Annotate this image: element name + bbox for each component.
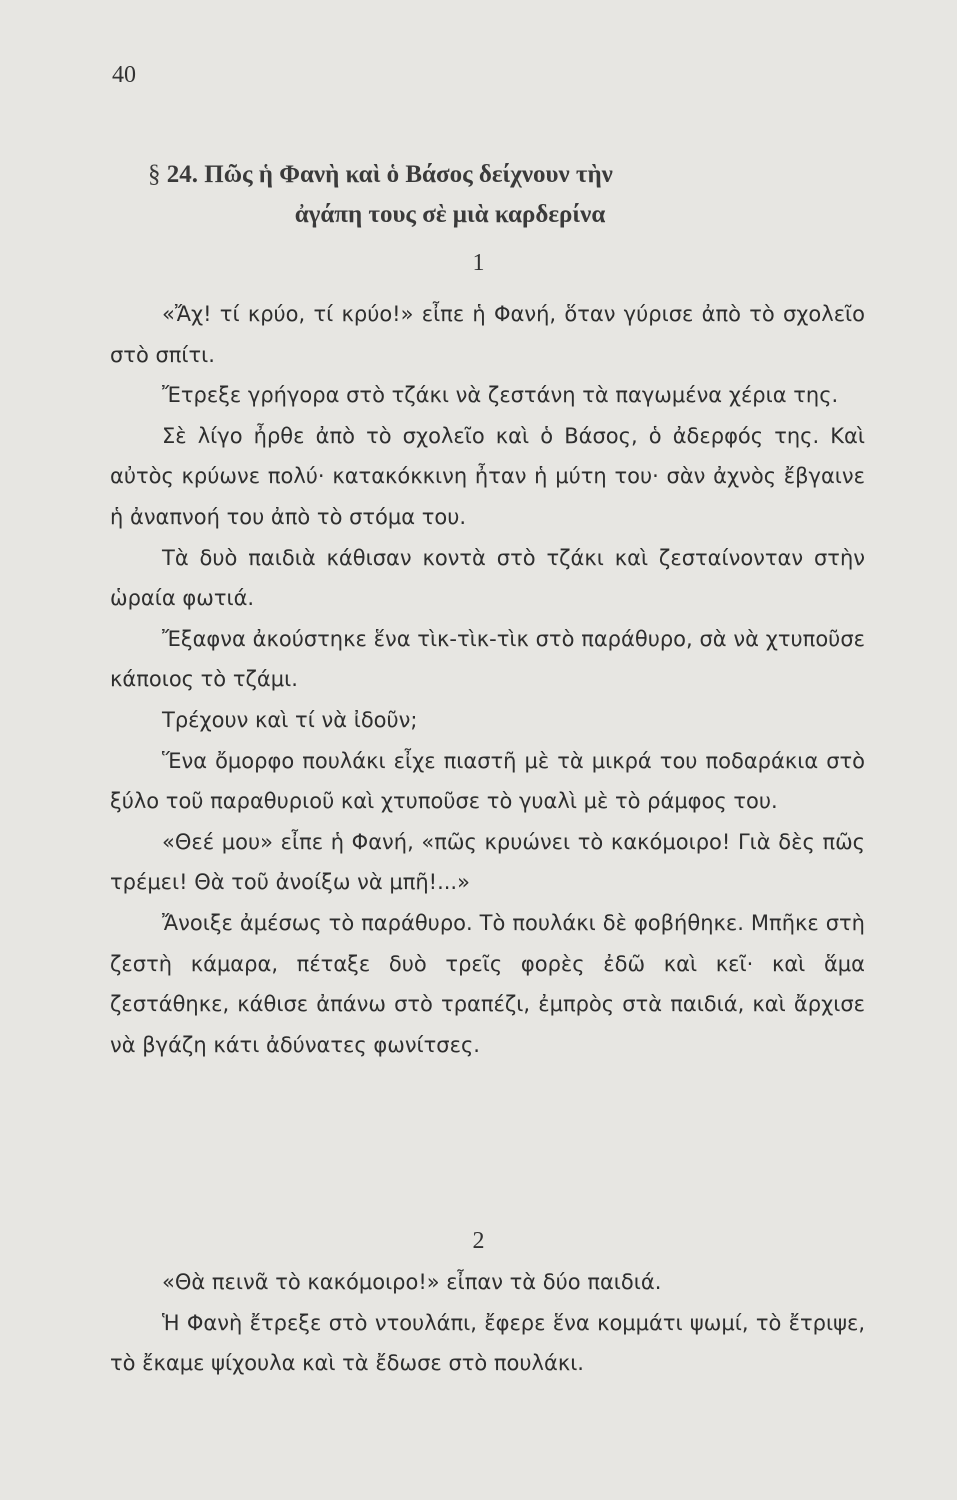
chapter-heading <box>110 155 880 235</box>
section-number-2: 2 <box>472 1228 485 1254</box>
paragraph: Ἄνοιξε ἀμέσως τὸ παράθυρο. Τὸ πουλάκι δὲ φοβήθηκε. Μπῆκε στὴ ζεστὴ κάμαρα, πέταξε δυὸ τρεῖς φορὲς ἐδῶ καὶ κεῖ· καὶ ἅμα ζεστάθηκε, κάθισε ἀπάνω στὸ τραπέζι, ἐμπρὸς στὰ παιδιά, καὶ ἄρχισε νὰ βγάζη κάτι ἀδύνατες φωνίτσες. <box>110 910 865 1057</box>
paragraph: Τὰ δυὸ παιδιὰ κάθισαν κοντὰ στὸ τζάκι καὶ ζεσταίνονταν στὴν ὡραία φωτιά. <box>110 545 865 611</box>
paragraph: «Θεέ μου» εἶπε ἡ Φανή, «πῶς κρυώνει τὸ κακόμοιρο! Γιὰ δὲς πῶς τρέμει! Θὰ τοῦ ἀνοίξω νὰ μπῆ!...» <box>110 829 865 895</box>
paragraph: Σὲ λίγο ἦρθε ἀπὸ τὸ σχολεῖο καὶ ὁ Βάσος, ὁ ἀδερφός της. Καὶ αὐτὸς κρύωνε πολύ· κατακόκκινη ἦταν ἡ μύτη του· σὰν ἀχνὸς ἔβγαινε ἡ ἀναπνοή του ἀπὸ τὸ στόμα του. <box>110 423 865 529</box>
section-2-body <box>110 1262 865 1384</box>
heading-text-1: 24. Πῶς ἡ Φανὴ καὶ ὁ Βάσος δείχνουν τὴν <box>166 161 613 188</box>
paragraph: «Θὰ πεινᾶ τὸ κακόμοιρο!» εἶπαν τὰ δύο παιδιά. <box>162 1270 662 1294</box>
section-1-body <box>110 294 865 1065</box>
heading-line-2: ἀγάπη τους σὲ μιὰ καρδερίνα <box>294 201 606 228</box>
paragraph: Ἡ Φανὴ ἔτρεξε στὸ ντουλάπι, ἔφερε ἕνα κομμάτι ψωμί, τὸ ἔτριψε, τὸ ἔκαμε ψίχουλα καὶ τὰ ἔδωσε στὸ πουλάκι. <box>110 1310 865 1376</box>
section-number-1: 1 <box>472 250 485 276</box>
page-number: 40 <box>112 62 136 88</box>
heading-line-1 <box>110 155 880 195</box>
paragraph: «Ἄχ! τί κρύο, τί κρύο!» εἶπε ἡ Φανή, ὅταν γύρισε ἀπὸ τὸ σχολεῖο στὸ σπίτι. <box>110 302 865 367</box>
paragraph: Ἕνα ὄμορφο πουλάκι εἶχε πιαστῆ μὲ τὰ μικρά του ποδαράκια στὸ ξύλο τοῦ παραθυριοῦ καὶ χτυποῦσε τὸ γυαλὶ μὲ τὸ ράμφος του. <box>110 748 865 814</box>
paragraph: Ἔτρεξε γρήγορα στὸ τζάκι νὰ ζεστάνη τὰ παγωμένα χέρια της. <box>162 383 839 408</box>
section-mark: § <box>148 161 161 188</box>
paragraph: Τρέχουν καὶ τί νὰ ἰδοῦν; <box>162 707 418 732</box>
paragraph: Ἔξαφνα ἀκούστηκε ἕνα τὶκ-τὶκ-τὶκ στὸ παράθυρο, σὰ νὰ χτυποῦσε κάποιος τὸ τζάμι. <box>110 626 865 692</box>
